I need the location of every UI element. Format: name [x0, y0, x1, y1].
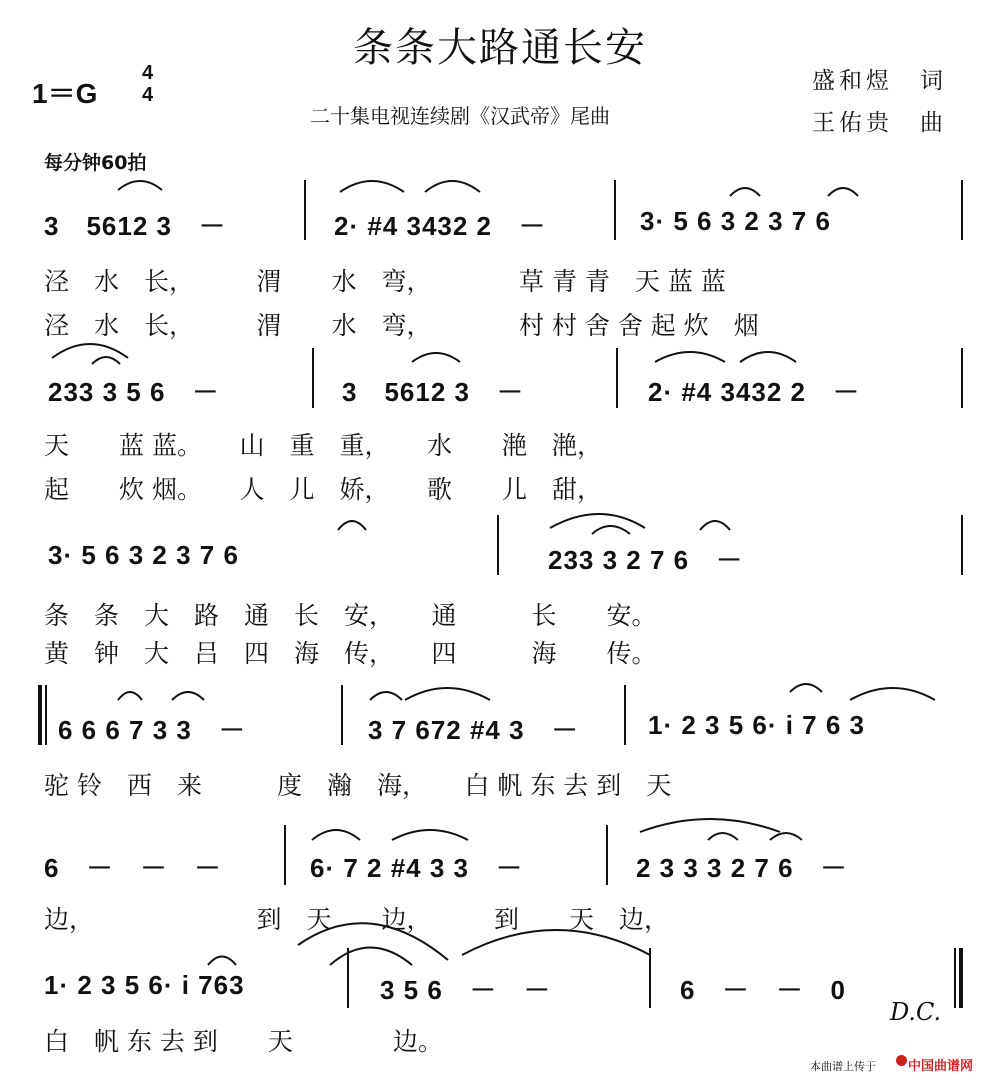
measure-notes: 1· 2 3 5 6· i 763: [44, 970, 245, 1000]
da-capo-marking: D.C.: [890, 998, 942, 1026]
measure-notes: 6· 7 2 #4 3 3 －: [310, 853, 523, 883]
slur: [730, 188, 760, 196]
lyric-line: 起 炊 烟。 人 儿 娇， 歌 儿 甜，: [44, 475, 602, 504]
slur: [412, 353, 460, 362]
measure-notes: 6 － － 0: [680, 975, 846, 1005]
measure-notes: 233 3 5 6 －: [48, 377, 220, 407]
composer-credit: 王佑贵 曲: [812, 110, 947, 136]
measure-notes: 3· 5 6 3 2 3 7 6: [640, 206, 831, 236]
page-title: 条条大路通长安: [353, 25, 647, 71]
slur: [118, 692, 142, 700]
time-signature-top: 4: [142, 62, 154, 84]
footer-upload-text: 本曲谱上传于: [810, 1060, 876, 1073]
slur: [770, 833, 802, 840]
subtitle: 二十集电视连续剧《汉武帝》尾曲: [310, 104, 610, 128]
slur: [828, 188, 858, 196]
slur: [172, 692, 204, 700]
lyricist-credit: 盛和煜 词: [812, 68, 947, 94]
lyric-line: 驼 铃 西 来 度 瀚 海， 白 帆 东 去 到 天: [44, 771, 672, 800]
slur: [740, 352, 796, 362]
footer-brand[interactable]: 中国曲谱网: [908, 1059, 974, 1074]
slur: [592, 526, 630, 534]
time-signature-bottom: 4: [142, 84, 154, 106]
measure-notes: 3 5 6 － －: [380, 975, 551, 1005]
measure-notes: 2· #4 3432 2 －: [334, 211, 547, 241]
measure-notes: 3· 5 6 3 2 3 7 6: [48, 540, 239, 570]
measure-notes: 6 － － －: [44, 853, 222, 883]
slur: [340, 181, 404, 192]
key-signature: 1＝G: [32, 78, 98, 109]
slur: [850, 688, 935, 700]
slur: [790, 684, 822, 692]
slur: [425, 181, 480, 192]
slur: [655, 352, 725, 362]
lyric-line: 条 条 大 路 通 长 安， 通 长 安。: [44, 601, 657, 630]
slur: [392, 830, 468, 840]
measure-notes: 6 6 6 7 3 3 －: [58, 715, 246, 745]
tempo-marking: 每分钟60拍: [44, 152, 147, 174]
slur: [118, 181, 162, 190]
measure-notes: 2 3 3 3 2 7 6 －: [636, 853, 848, 883]
measure-notes: 3 7 672 #4 3 －: [368, 715, 579, 745]
slur: [208, 957, 236, 966]
site-logo-icon: [896, 1055, 907, 1066]
lyric-line: 白 帆 东 去 到 天 边。: [44, 1027, 443, 1056]
slur: [700, 521, 730, 530]
slur: [640, 819, 780, 832]
slur: [92, 357, 120, 364]
lyric-line: 天 蓝 蓝。 山 重 重， 水 滟 滟，: [44, 431, 602, 460]
slur: [708, 833, 738, 840]
slur: [550, 514, 645, 528]
measure-notes: 233 3 2 7 6 －: [548, 545, 744, 575]
slur: [338, 521, 366, 530]
lyric-line: 边， 到 天 边， 到 天 边，: [44, 905, 670, 934]
lyric-line: 泾 水 长， 渭 水 弯， 村 村 舍 舍 起 炊 烟: [44, 311, 759, 340]
slur: [405, 688, 490, 700]
slur: [312, 830, 360, 840]
measure-notes: 1· 2 3 5 6· i 7 6 3: [648, 710, 866, 740]
slur: [330, 948, 412, 966]
slur: [52, 344, 128, 358]
lyric-line: 泾 水 长， 渭 水 弯， 草 青 青 天 蓝 蓝: [44, 267, 726, 296]
slur: [370, 692, 402, 700]
lyric-line: 黄 钟 大 吕 四 海 传， 四 海 传。: [44, 639, 657, 668]
measure-notes: 3 5612 3 －: [342, 377, 524, 407]
measure-notes: 2· #4 3432 2 －: [648, 377, 861, 407]
measure-notes: 3 5612 3 －: [44, 211, 226, 241]
